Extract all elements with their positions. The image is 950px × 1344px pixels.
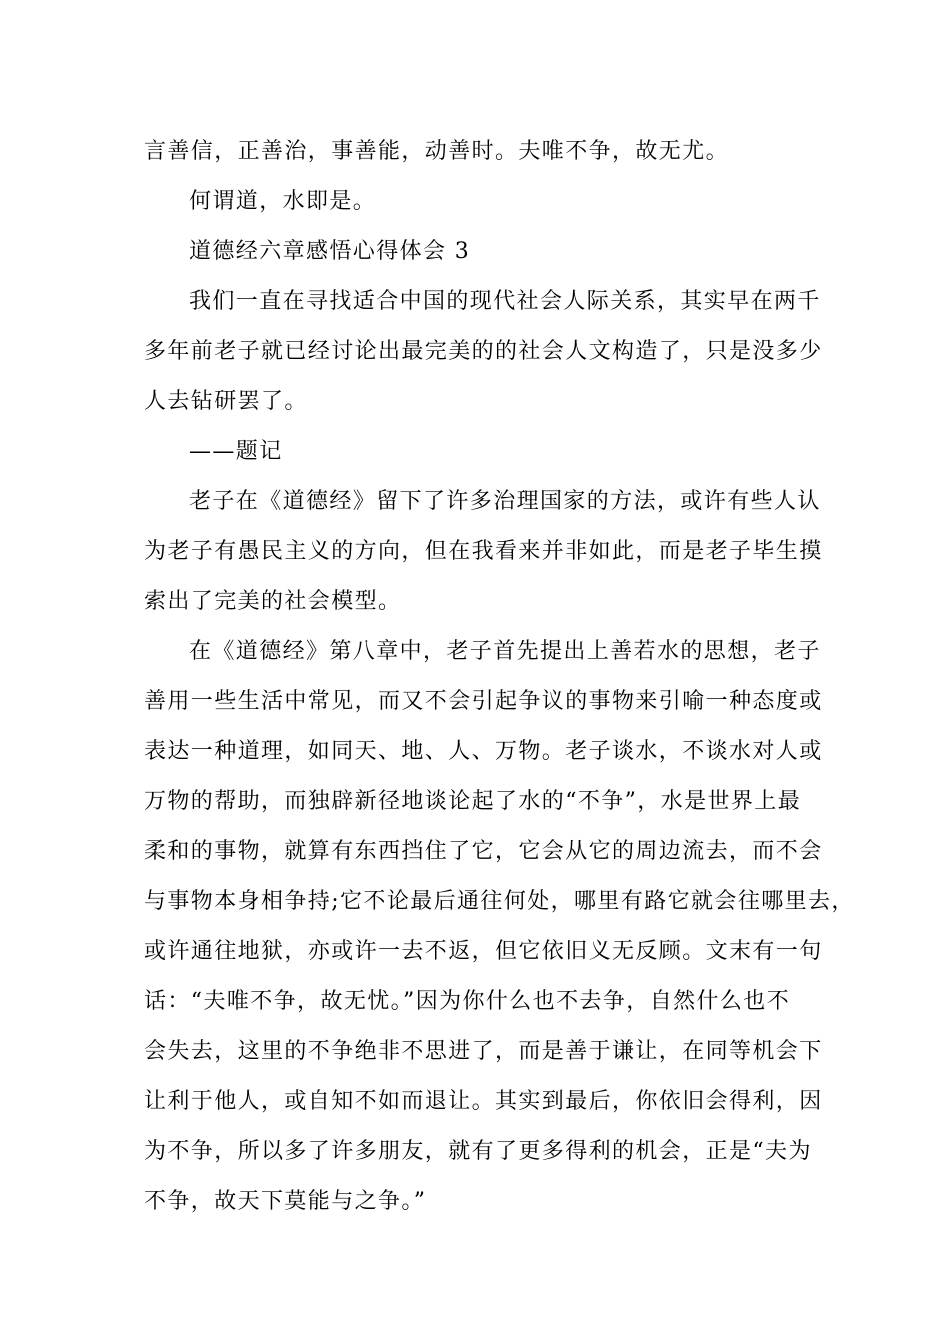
- text-line: 柔和的事物，就算有东西挡住了它，它会从它的周边流去，而不会: [144, 839, 823, 864]
- text-line: 善用一些生活中常见，而又不会引起争议的事物来引喻一种态度或: [144, 689, 823, 714]
- text-line: 索出了完美的社会模型。: [144, 589, 402, 614]
- text-line: 不争，故天下莫能与之争。”: [144, 1189, 427, 1214]
- text-line: 表达一种道理，如同天、地、人、万物。老子谈水，不谈水对人或: [144, 739, 823, 764]
- text-line: 与事物本身相争持;它不论最后通往何处，哪里有路它就会往哪里去，: [144, 889, 855, 914]
- text-line: 话：“夫唯不争，故无忧。”因为你什么也不去争，自然什么也不: [144, 989, 791, 1014]
- epigraph-attribution: ——题记: [189, 439, 283, 464]
- text-line: 会失去，这里的不争绝非不思进了，而是善于谦让，在同等机会下: [144, 1039, 823, 1064]
- text-line: 老子在《道德经》留下了许多治理国家的方法，或许有些人认: [189, 489, 821, 514]
- text-line: 为不争，所以多了许多朋友，就有了更多得利的机会，正是“夫为: [144, 1139, 812, 1164]
- text-line: 在《道德经》第八章中，老子首先提出上善若水的思想，老子: [189, 639, 821, 664]
- text-line: 言善信，正善治，事善能，动善时。夫唯不争，故无尤。: [144, 139, 730, 164]
- text-line: 为老子有愚民主义的方向，但在我看来并非如此，而是老子毕生摸: [144, 539, 823, 564]
- text-line: 人去钻研罢了。: [144, 389, 308, 414]
- text-line: 我们一直在寻找适合中国的现代社会人际关系，其实早在两千: [189, 289, 821, 314]
- section-heading: 道德经六章感悟心得体会 3: [189, 239, 471, 264]
- text-line: 或许通往地狱，亦或许一去不返，但它依旧义无反顾。文末有一句: [144, 939, 823, 964]
- text-line: 万物的帮助，而独辟新径地谈论起了水的“不争”，水是世界上最: [144, 789, 802, 814]
- text-line: 何谓道，水即是。: [189, 189, 377, 214]
- text-line: 多年前老子就已经讨论出最完美的的社会人文构造了，只是没多少: [144, 339, 823, 364]
- text-line: 让利于他人，或自知不如而退让。其实到最后，你依旧会得利，因: [144, 1089, 823, 1114]
